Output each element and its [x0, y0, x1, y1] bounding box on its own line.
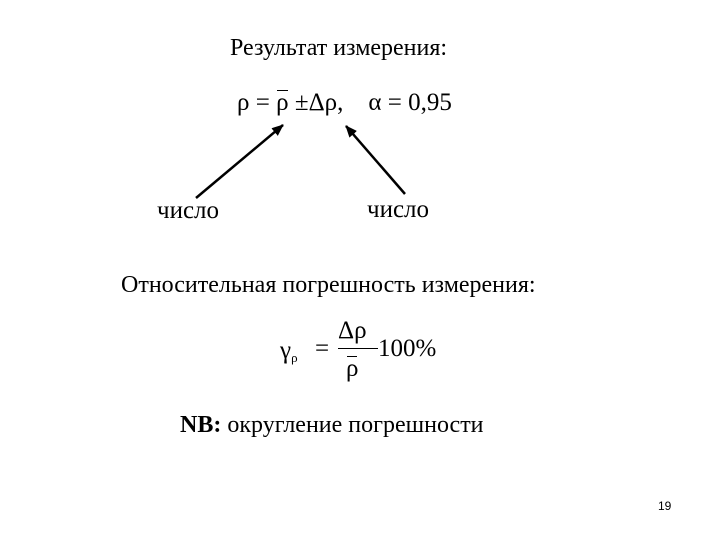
heading-result: Результат измерения: — [230, 35, 448, 61]
arrow-right — [346, 126, 405, 194]
label-right-number: число — [367, 196, 430, 223]
formula-numerator: Δρ — [338, 317, 367, 344]
formula-relative-equals: = — [315, 335, 330, 362]
formula-equals: = — [255, 89, 270, 116]
formula-gamma-subscript: ρ — [291, 350, 298, 365]
formula-alpha-equals: = — [387, 89, 402, 116]
formula-mean: ρ — [276, 89, 289, 116]
heading-relative-error: Относительная погрешность измерения: — [121, 272, 536, 298]
formula-gamma: γ — [280, 337, 292, 364]
label-left-number: число — [157, 197, 220, 224]
formula-factor: 100% — [378, 335, 437, 362]
nb-prefix: NB: — [180, 412, 222, 438]
formula-pm: ± — [294, 89, 309, 116]
arrow-left — [196, 125, 283, 198]
formula-alpha-value: 0,95 — [408, 89, 452, 116]
nb-line — [180, 413, 484, 437]
formula-lhs: ρ — [237, 89, 250, 116]
nb-text: округление погрешности — [221, 412, 484, 438]
formula-denominator: ρ — [346, 355, 359, 382]
formula-alpha-label: α — [368, 89, 382, 116]
fraction-bar — [338, 348, 378, 349]
formula-gamma-term — [280, 338, 298, 364]
formula-delta: Δρ, — [308, 89, 344, 116]
page-number: 19 — [658, 499, 672, 513]
